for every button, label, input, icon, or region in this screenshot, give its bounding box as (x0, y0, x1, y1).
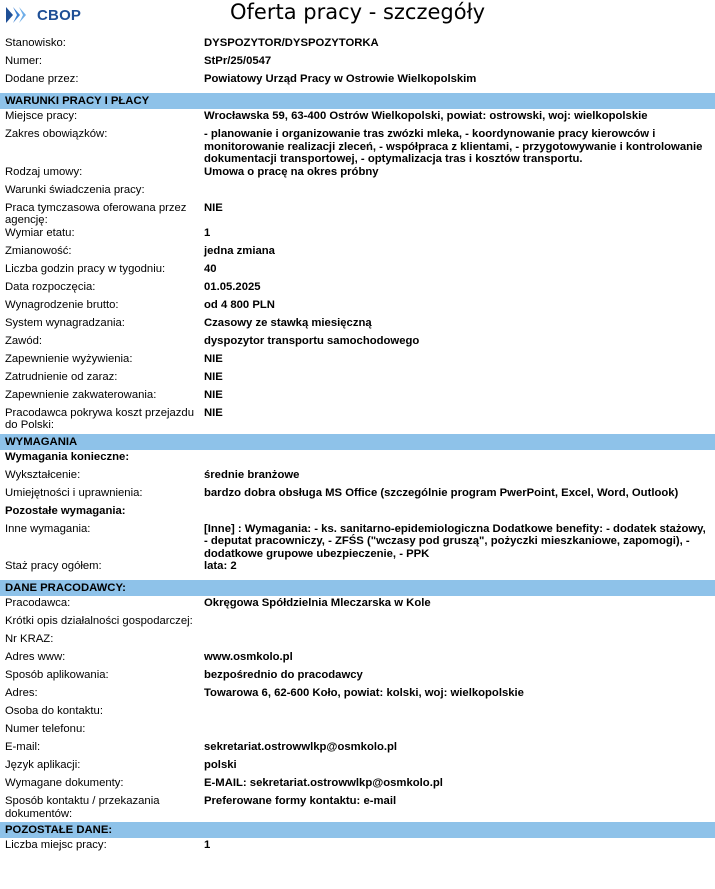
detail-row (0, 487, 715, 505)
detail-row (0, 371, 715, 389)
field-label: Numer telefonu: (5, 723, 86, 735)
field-label: Język aplikacji: (5, 759, 81, 771)
field-label: Zapewnienie wyżywienia: (5, 352, 133, 365)
field-value: [Inne] : Wymagania: - ks. sanitarno-epidemiologiczna Dodatkowe benefity: - dodatek stażowy, - deputat pracowniczy, - ZFŚS ("wczasy pod gruszą", pożyczki mieszkaniowe, zapomogi), - dodatkowe grupowe ubezpieczenie, - PPK (204, 522, 706, 560)
field-label: Pracodawca: (5, 597, 71, 609)
field-label: Zmianowość: (5, 244, 72, 257)
field-value: NIE (204, 201, 223, 214)
field-value: NIE (204, 370, 223, 383)
detail-row (0, 795, 715, 820)
detail-row (0, 263, 715, 281)
detail-row (0, 687, 715, 705)
detail-row (0, 73, 715, 91)
detail-row (0, 839, 715, 857)
detail-row (0, 777, 715, 795)
detail-row (0, 281, 715, 299)
detail-row (0, 389, 715, 407)
field-value: sekretariat.ostrowwlkp@osmkolo.pl (204, 741, 398, 753)
detail-row (0, 759, 715, 777)
field-value: E-MAIL: sekretariat.ostrowwlkp@osmkolo.pl (204, 777, 443, 789)
field-label: Praca tymczasowa oferowana przez agencję: (5, 201, 187, 226)
field-value (199, 723, 715, 741)
detail-row (0, 202, 715, 227)
detail-row (0, 705, 715, 723)
section-header-pracodawca: DANE PRACODAWCY: (0, 580, 715, 596)
field-value: od 4 800 PLN (204, 298, 275, 311)
field-value: NIE (204, 388, 223, 401)
field-label: Sposób aplikowania: (5, 669, 109, 681)
field-label: Wynagrodzenie brutto: (5, 298, 119, 311)
detail-row (0, 560, 715, 578)
field-label: System wynagradzania: (5, 316, 125, 329)
field-value (199, 615, 715, 633)
field-value: 40 (204, 262, 217, 275)
field-value: Umowa o pracę na okres próbny (204, 165, 379, 178)
detail-row (0, 523, 715, 561)
field-label: Inne wymagania: (5, 522, 91, 535)
field-label: Data rozpoczęcia: (5, 280, 96, 293)
field-value: Okręgowa Spółdzielnia Mleczarska w Kole (204, 597, 431, 609)
detail-row (0, 669, 715, 687)
detail-row (0, 317, 715, 335)
field-value (199, 184, 715, 202)
field-value: Preferowane formy kontaktu: e-mail (204, 795, 397, 807)
field-label: Stanowisko: (5, 37, 66, 49)
field-label: Zatrudnienie od zaraz: (5, 370, 118, 383)
field-label: Umiejętności i uprawnienia: (5, 486, 143, 499)
field-value: NIE (204, 406, 223, 419)
field-label: Rodzaj umowy: (5, 165, 83, 178)
offer-details (0, 37, 715, 857)
detail-row (0, 615, 715, 633)
page-header (0, 0, 715, 34)
logo-text: CBOP (37, 6, 82, 24)
field-label: Pracodawca pokrywa koszt przejazdu do Polski: (5, 406, 194, 431)
detail-row (0, 723, 715, 741)
detail-row (0, 353, 715, 371)
field-value: 01.05.2025 (204, 280, 261, 293)
field-label: E-mail: (5, 741, 41, 753)
field-label: Warunki świadczenia pracy: (5, 183, 145, 196)
subheader-pozostale-wymagania: Pozostałe wymagania: (5, 504, 126, 517)
detail-row (0, 633, 715, 651)
detail-row (0, 741, 715, 759)
field-label: Wykształcenie: (5, 468, 81, 481)
field-value: 1 (204, 226, 211, 239)
field-value: jedna zmiana (204, 244, 275, 257)
section-header-warunki: WARUNKI PRACY I PŁACY (0, 93, 715, 109)
field-value: polski (204, 759, 237, 771)
field-label: Krótki opis działalności gospodarczej: (5, 615, 193, 627)
detail-row (0, 166, 715, 184)
field-label: Adres www: (5, 651, 66, 663)
field-label: Wymagane dokumenty: (5, 777, 124, 789)
detail-row (0, 55, 715, 73)
field-value: bezpośrednio do pracodawcy (204, 669, 363, 681)
detail-row (0, 469, 715, 487)
field-value: Powiatowy Urząd Pracy w Ostrowie Wielkopolskim (204, 73, 477, 85)
field-label: Zawód: (5, 334, 43, 347)
detail-row (0, 407, 715, 432)
detail-row (0, 245, 715, 263)
detail-row (0, 651, 715, 669)
field-label: Dodane przez: (5, 73, 79, 85)
detail-row (0, 335, 715, 353)
field-value: Wrocławska 59, 63-400 Ostrów Wielkopolski, powiat: ostrowski, woj: wielkopolskie (204, 110, 648, 122)
detail-row (0, 184, 715, 202)
field-value: Czasowy ze stawką miesięczną (204, 316, 372, 329)
section-header-wymagania: WYMAGANIA (0, 434, 715, 450)
field-value: Towarowa 6, 62-600 Koło, powiat: kolski, woj: wielkopolskie (204, 687, 524, 699)
field-value: NIE (204, 352, 223, 365)
detail-row (0, 597, 715, 615)
detail-row (0, 37, 715, 55)
field-label: Adres: (5, 687, 38, 699)
field-label: Zakres obowiązków: (5, 128, 108, 140)
field-value: dyspozytor transportu samochodowego (204, 334, 420, 347)
field-value: StPr/25/0547 (204, 55, 272, 67)
page-title: Oferta pracy - szczegóły (229, 0, 485, 24)
field-value: lata: 2 (204, 560, 237, 572)
field-value: 1 (204, 839, 211, 851)
field-value (199, 705, 715, 723)
section-header-pozostale: POZOSTAŁE DANE: (0, 822, 715, 838)
field-value (199, 633, 715, 651)
field-value: www.osmkolo.pl (204, 651, 293, 663)
detail-row (0, 128, 715, 166)
subheader-wymagania-konieczne: Wymagania konieczne: (5, 450, 130, 463)
detail-row (0, 299, 715, 317)
field-value: bardzo dobra obsługa MS Office (szczególnie program PwerPoint, Excel, Word, Outlook) (204, 486, 679, 499)
field-label: Sposób kontaktu / przekazania dokumentów: (5, 795, 160, 820)
field-label: Staż pracy ogółem: (5, 560, 102, 572)
detail-row (0, 227, 715, 245)
detail-row (0, 110, 715, 128)
field-value: DYSPOZYTOR/DYSPOZYTORKA (204, 37, 379, 49)
field-label: Liczba godzin pracy w tygodniu: (5, 262, 166, 275)
field-value: średnie branżowe (204, 468, 300, 481)
field-label: Liczba miejsc pracy: (5, 839, 107, 851)
field-label: Zapewnienie zakwaterowania: (5, 388, 157, 401)
field-label: Numer: (5, 55, 43, 67)
field-label: Miejsce pracy: (5, 110, 78, 122)
field-label: Wymiar etatu: (5, 226, 75, 239)
field-value: - planowanie i organizowanie tras zwózki mleka, - koordynowanie pracy kierowców i monitorowanie realizacji zleceń, - współpraca z klientami, - przygotowywanie i kontrolowanie dokumentacji transportowej, - optymalizacja tras i kosztów transportu. (204, 128, 703, 165)
field-label: Osoba do kontaktu: (5, 705, 103, 717)
field-label: Nr KRAZ: (5, 633, 54, 645)
